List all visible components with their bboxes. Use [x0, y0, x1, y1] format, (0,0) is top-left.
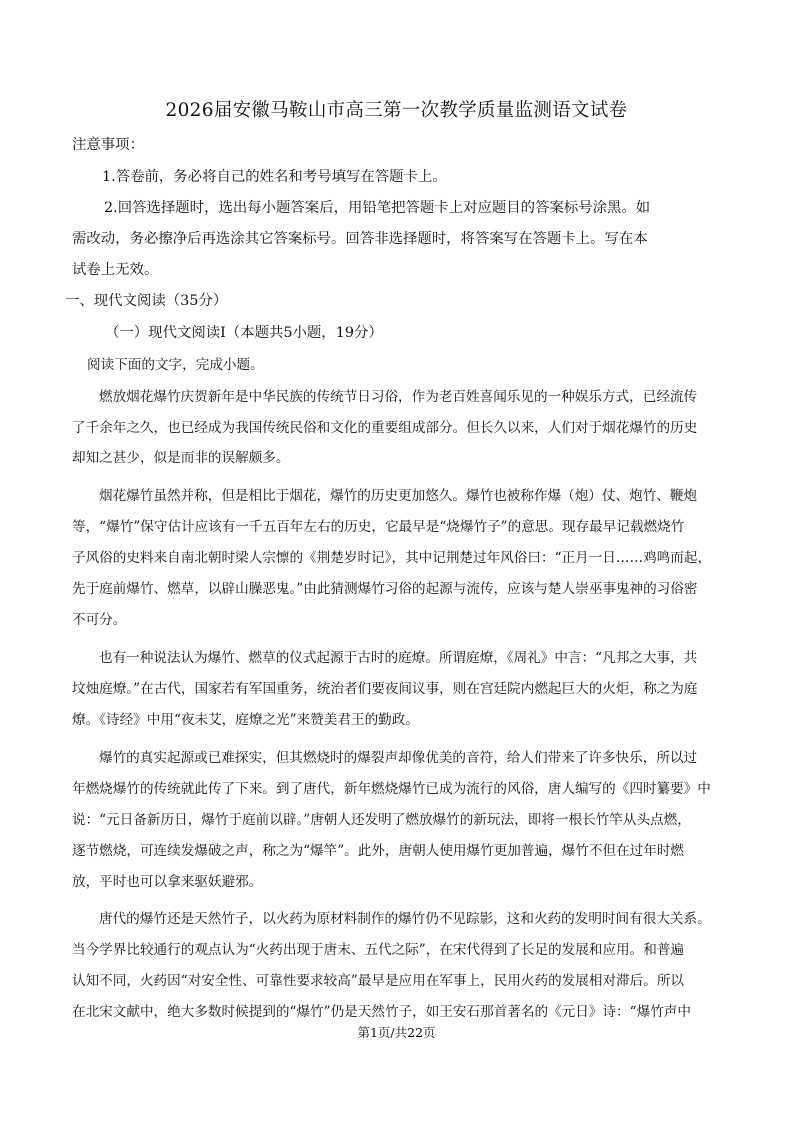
- text-line: 坟烛庭燎。”在古代，国家若有军国重务，统治者们要夜间议事，则在宫廷院内燃起巨大的火炬，称之为庭: [72, 681, 698, 697]
- page-title: 2026届安徽马鞍山市高三第一次教学质量监测语文试卷: [165, 100, 628, 121]
- text-line: 一、现代文阅读（35分）: [65, 293, 228, 309]
- text-line: 注意事项：: [72, 137, 144, 153]
- text-line: 在北宋文献中，绝大多数时候提到的“爆竹”仍是天然竹子，如王安石那首著名的《元日》诗：“爆竹声中: [72, 1004, 691, 1020]
- page-footer: 第1页/共22页: [357, 1025, 436, 1040]
- text-line: 逐节燃烧，可连续发爆破之声，称之为“爆竿”。此外，唐朝人使用爆竹更加普遍，爆竹不但在过年时燃: [72, 843, 685, 859]
- text-line: 燃放烟花爆竹庆贺新年是中华民族的传统节日习俗，作为老百姓喜闻乐见的一种娱乐方式，已经流传: [99, 389, 698, 405]
- text-line: 爆竹的真实起源或已难探实，但其燃烧时的爆裂声却像优美的音符，给人们带来了许多快乐，所以过: [99, 750, 698, 766]
- text-line: 放，平时也可以拿来驱妖避邪。: [72, 874, 263, 890]
- text-line: 阅读下面的文字，完成小题。: [87, 357, 264, 373]
- text-line: 1.答卷前，务必将自己的姓名和考号填写在答题卡上。: [102, 169, 447, 185]
- text-line: 也有一种说法认为爆竹、燃草的仪式起源于古时的庭燎。所谓庭燎，《周礼》中言：“凡邦之大事，共: [99, 650, 698, 666]
- text-line: 燎。《诗经》中用“夜未艾，庭燎之光”来赞美君王的勤政。: [72, 712, 419, 728]
- text-line: 需改动，务必擦净后再选涂其它答案标号。回答非选择题时，将答案写在答题卡上。写在本: [72, 231, 648, 247]
- text-line: 先于庭前爆竹、燃草，以辟山臊恶鬼。”由此猜测爆竹习俗的起源与流传，应该与楚人崇巫事鬼神的习俗密: [72, 581, 698, 597]
- text-line: 唐代的爆竹还是天然竹子，以火药为原材料制作的爆竹仍不见踪影，这和火药的发明时间有很大关系。: [99, 911, 711, 927]
- text-line: 了千余年之久，也已经成为我国传统民俗和文化的重要组成部分。但长久以来，人们对于烟花爆竹的历史: [72, 420, 698, 436]
- text-line: 烟花爆竹虽然并称，但是相比于烟花，爆竹的历史更加悠久。爆竹也被称作爆（炮）仗、炮竹、鞭炮: [99, 488, 698, 504]
- text-line: 子风俗的史料来自南北朝时梁人宗懔的《荆楚岁时记》，其中记荆楚过年风俗曰：“正月一日……鸡鸣而起，: [72, 550, 712, 566]
- text-line: 认知不同，火药因“对安全性、可靠性要求较高”最早是应用在军事上，民用火药的发展相对滞后。所以: [72, 973, 685, 989]
- text-line: 等，“爆竹”保守估计应该有一千五百年左右的历史，它最早是“烧爆竹子”的意思。现存最早记载燃烧竹: [72, 519, 685, 535]
- text-line: 年燃烧爆竹的传统就此传了下来。到了唐代，新年燃烧爆竹已成为流行的风俗，唐人编写的《四时纂要》中: [72, 781, 711, 797]
- text-line: 却知之甚少，似是而非的误解颇多。: [72, 450, 290, 466]
- text-line: 当今学界比较通行的观点认为“火药出现于唐末、五代之际”，在宋代得到了长足的发展和应用。和普遍: [72, 942, 685, 958]
- text-line: 不可分。: [72, 612, 127, 628]
- text-line: 试卷上无效。: [72, 262, 159, 278]
- text-line: 说：“元日备新历日，爆竹于庭前以辟。”唐朝人还发明了燃放爆竹的新玩法，即将一根长竹竿从头点燃，: [72, 812, 691, 828]
- text-line: 2.回答选择题时，选出每小题答案后，用铅笔把答题卡上对应题目的答案标号涂黑。如: [104, 200, 651, 216]
- text-line: （一）现代文阅读Ⅰ（本题共5小题，19分）: [105, 325, 383, 341]
